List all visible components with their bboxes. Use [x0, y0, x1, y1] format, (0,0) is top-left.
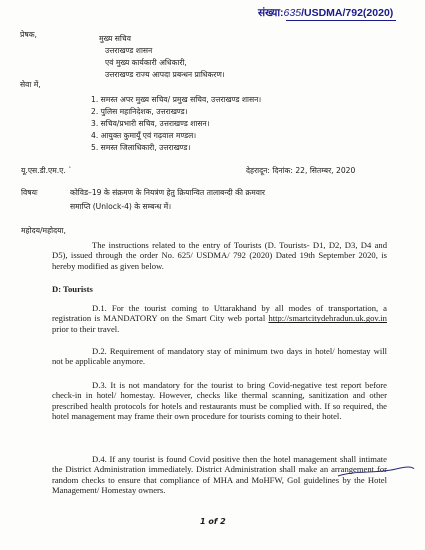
clause-d1: [52, 303, 387, 334]
clause-d3: D.3. It is not mandatory for the tourist to bring Covid-negative test report before check-in in hotel/ homestay. However, checks like thermal scanning, sanitization and other prescribed health protocols for hotels and restaurants must be complied with. If so required, the hotel management may frame their own procedure for tourists coming to their hotel.: [52, 380, 387, 422]
clause-d1-text: D.1. For the tourist coming to Uttarakhand by all modes of transportation, a registration is MANDATORY on the Smart City web portal: [52, 303, 387, 324]
clause-d2: D.2. Requirement of mandatory stay of minimum two days in hotel/ homestay will not be applicable anymore.: [52, 346, 387, 367]
document-date: देहरादून: दिनांक: 22, सितम्बर, 2020: [246, 166, 356, 175]
subject-line: समाप्ति (Unlock-4) के सम्बन्ध में।: [70, 202, 172, 211]
section-title: D: Tourists: [52, 284, 93, 294]
reference-prefix: संख्या:: [258, 7, 284, 19]
recipient-item: 2. पुलिस महानिदेशक, उत्तराखण्ड।: [91, 107, 188, 116]
recipients-label: सेवा में,: [20, 80, 41, 89]
sender-line: उत्तराखण्ड राज्य आपदा प्रबन्धन प्राधिकरण।: [105, 70, 225, 79]
reference-number: [258, 6, 393, 20]
sender-line: एवं मुख्य कार्यकारी अधिकारी,: [105, 58, 187, 67]
smart-city-portal-link[interactable]: http://smartcitydehradun.uk.gov.in: [268, 313, 387, 324]
reference-suffix: /USDMA/792(2020): [301, 7, 394, 19]
sender-name: मुख्य सचिव: [99, 34, 131, 43]
sender-line: उत्तराखण्ड शासन: [105, 46, 153, 55]
ink-stroke-mark: [336, 464, 416, 484]
subject-label: विषयः: [21, 188, 38, 197]
clause-d4: D.4. If any tourist is found Covid positive then the hotel management shall intimate the District Administration immediately. District Administration shall make an arrangement for random checks to ensure that compliance of MHA and MoHFW, GoI guidelines by the Hotel Management/ Homestay owners.: [52, 454, 387, 496]
reference-underline: [286, 20, 396, 21]
page-number: 1 of 2: [200, 517, 226, 526]
copy-to-reference: यू.एस.डी.एम.ए. `: [21, 166, 72, 175]
intro-paragraph: The instructions related to the entry of Tourists (D. Tourists- D1, D2, D3, D4 and D5), issued through the order No. 625/ USDMA/ 792 (2020) Dated 19th September 2020, is hereby modified as given below.: [52, 240, 387, 271]
recipient-item: 4. आयुक्त कुमायूँ एवं गढ़वाल मण्डल।: [91, 131, 197, 140]
reference-handwritten-number: 635: [283, 7, 302, 19]
recipient-item: 3. सचिव/प्रभारी सचिव, उत्तराखण्ड शासन।: [91, 119, 210, 128]
sender-label: प्रेषक,: [20, 30, 37, 39]
clause-d1-tail: prior to their travel.: [52, 323, 120, 334]
subject-line: कोविड–19 के संक्रमण के नियत्रंण हेतु क्रियान्वित तालाबन्दी की क्रमवार: [70, 188, 266, 197]
salutation: महोदय/महोदया,: [21, 226, 66, 235]
recipient-item: 1. समस्त अपर मुख्य सचिव/ प्रमुख सचिव, उत्तराखण्ड शासन।: [91, 95, 262, 104]
recipient-item: 5. समस्त जिलाधिकारी, उत्तराखण्ड।: [91, 143, 191, 152]
